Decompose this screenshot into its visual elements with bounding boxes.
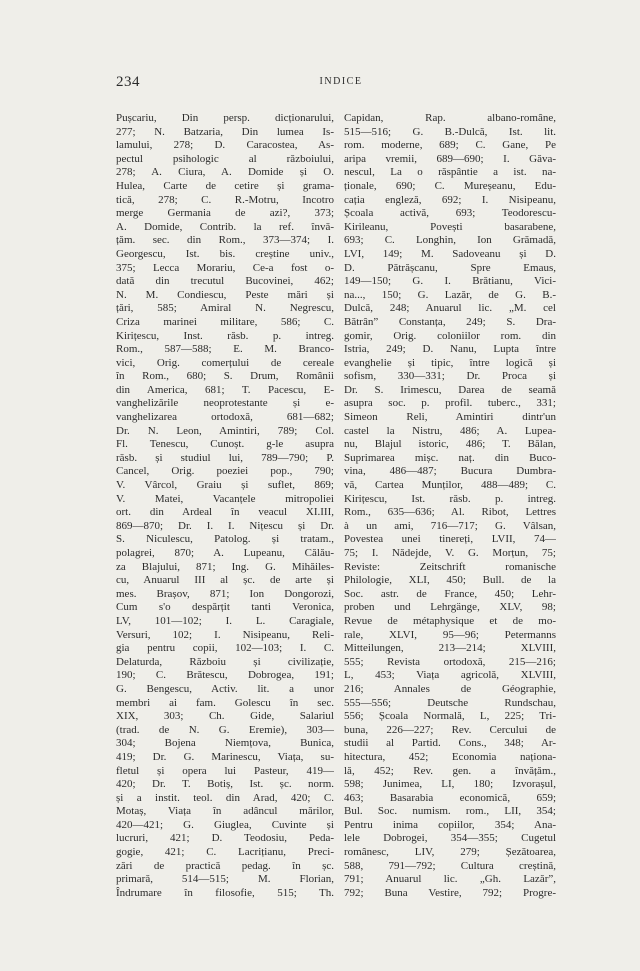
index-line: V. Matei, Vacanțele mitropoliei (116, 492, 334, 505)
index-line: za Blajului, 871; Ing. G. Mihăiles- (116, 560, 334, 573)
index-line: vici, Orig. comerțului de cereale (116, 356, 334, 369)
index-line: Motaș, Viața în adâncul mărilor, (116, 805, 334, 818)
index-line: cu, Anuarul III al șc. de arte și (116, 574, 334, 587)
index-line: țări, 585; Amiral N. Negrescu, (116, 302, 334, 315)
index-line: Dr. S. Irimescu, Darea de seamă (344, 383, 556, 396)
index-line: vă, Cartea Munților, 488—489; C. (344, 479, 556, 492)
index-line: și a instit. teol. din Arad, 420; C. (116, 791, 334, 804)
index-line: Reviste: Zeitschrift romanische (344, 560, 556, 573)
index-line: fletul și opera lui Pasteur, 419— (116, 764, 334, 777)
index-line: L, 453; Viața agricolă, XLVIII, (344, 669, 556, 682)
index-line: na..., 150; G. Lazăr, de G. B.- (344, 288, 556, 301)
index-line: (trad. de N. G. Eremie), 303— (116, 723, 334, 736)
index-line: dată din trecutul Bucovinei, 462; (116, 275, 334, 288)
index-line: LVI, 149; M. Sadoveanu și D. (344, 247, 556, 260)
index-line: gia pentru copii, 102—103; I. C. (116, 642, 334, 655)
index-line: Kirițescu, Ist. răsb. p. intreg. (344, 492, 556, 505)
index-line: S. Niculescu, Patolog. și tratam., (116, 533, 334, 546)
index-line: 278; A. Ciura, A. Domide și O. (116, 166, 334, 179)
index-line: Delaturda, Războiu și civilizație, (116, 655, 334, 668)
running-title: INDICE (319, 76, 363, 87)
index-line: tică, 278; C. R.-Motru, Incotro (116, 193, 334, 206)
index-line: Povestea unei tinereți, LVII, 74— (344, 533, 556, 546)
index-line: Mitteilungen, 213—214; XLVIII, (344, 642, 556, 655)
index-line: Kirileanu, Povești basarabene, (344, 220, 556, 233)
index-line: 304; Bojena Niemțova, Bunica, (116, 737, 334, 750)
index-line: 216; Annales de Géographie, (344, 682, 556, 695)
index-line: Dulcă, 248; Anuarul lic. „M. cel (344, 302, 556, 315)
index-line: 869—870; Dr. I. I. Nițescu și Dr. (116, 519, 334, 532)
index-line: 556; Școala Normală, L, 225; Tri- (344, 710, 556, 723)
index-line: Rom., 587—588; E. M. Branco- (116, 343, 334, 356)
index-line: gogie, 421; C. Lacrițianu, Preci- (116, 846, 334, 859)
index-line: românesc, LIV, 279; Șezătoarea, (344, 846, 556, 859)
index-line: A. Domide, Contrib. la ref. învă- (116, 220, 334, 233)
index-line: Hulea, Carte de cetire și grama- (116, 179, 334, 192)
index-line: primară, 514—515; M. Florian, (116, 873, 334, 886)
index-line: Bătrân” Constanța, 249; S. Dra- (344, 315, 556, 328)
index-line: lele Dobrogei, 354—355; Cugetul (344, 832, 556, 845)
index-line: Criza marinei militare, 586; C. (116, 315, 334, 328)
index-line: ort. din Ardeal în veacul XI.III, (116, 506, 334, 519)
index-line: Fl. Tenescu, Cunoșt. g-le asupra (116, 438, 334, 451)
index-line: castel la Nistru, 486; A. Lupea- (344, 424, 556, 437)
index-line: Suprimarea mișc. naț. din Buco- (344, 451, 556, 464)
index-line: zări de practică pedag. în șc. (116, 859, 334, 872)
index-line: D. Pătrășcanu, Spre Emaus, (344, 261, 556, 274)
index-line: N. M. Condiescu, Peste mări și (116, 288, 334, 301)
index-line: 463; Basarabia economică, 659; (344, 791, 556, 804)
index-line: Capidan, Rap. albano-române, (344, 112, 556, 124)
index-line: 792; Buna Vestire, 792; Progre- (344, 886, 556, 899)
index-line: 149—150; G. I. Brătianu, Vici- (344, 275, 556, 288)
index-line: în Rom., 680; S. Drum, Românii (116, 370, 334, 383)
index-line: răsb. și studiul lui, 789—790; P. (116, 451, 334, 464)
index-line: hitectura, 452; Economia naționa- (344, 750, 556, 763)
index-line: Revue de métaphysique et de mo- (344, 614, 556, 627)
index-line: 420; Dr. T. Botiș, Ist. șc. norm. (116, 778, 334, 791)
index-line: studii al Partid. Cons., 348; Ar- (344, 737, 556, 750)
index-line: 75; I. Nădejde, V. G. Morțun, 75; (344, 547, 556, 559)
index-column-right (344, 112, 556, 900)
index-line: nescul, La o răspântie a ist. na- (344, 166, 556, 179)
index-line: polagrei, 870; A. Lupeanu, Călău- (116, 547, 334, 559)
index-line: Istria, 249; D. Nanu, Lupta între (344, 343, 556, 356)
index-line: Școala activă, 693; Teodorescu- (344, 207, 556, 220)
page-header (116, 74, 566, 94)
index-line: vanghelizările neoprotestante și e- (116, 397, 334, 410)
index-line: vanghelizarea ortodoxă, 681—682; (116, 411, 334, 424)
index-line: Pușcariu, Din persp. dicționarului, (116, 112, 334, 124)
index-line: asupra soc. p. profil. tuberc., 331; (344, 397, 556, 410)
index-line: XIX, 303; Ch. Gide, Salariul (116, 710, 334, 723)
index-line: Georgescu, Ist. bis. creștine univ., (116, 247, 334, 260)
index-line: 375; Lecca Morariu, Ce-a fost o- (116, 261, 334, 274)
index-line: Pentru inima copiilor, 354; Ana- (344, 818, 556, 831)
index-column-left (116, 112, 334, 900)
index-line: Cancel, Orig. poeziei pop., 790; (116, 465, 334, 478)
index-line: Rom., 635—636; Al. Ribot, Lettres (344, 506, 556, 519)
index-line: Bul. Soc. numism. rom., LII, 354; (344, 805, 556, 818)
index-line: din America, 681; T. Pacescu, E- (116, 383, 334, 396)
index-line: rale, XLVI, 95—96; Petermanns (344, 628, 556, 641)
index-line: 555—556; Deutsche Rundschau, (344, 696, 556, 709)
index-line: gomir, Orig. coloniilor rom. din (344, 329, 556, 342)
page-number: 234 (116, 74, 140, 90)
index-line: lamului, 278; D. Caracostea, As- (116, 139, 334, 152)
index-line: V. Vârcol, Graiu și suflet, 869; (116, 479, 334, 492)
index-line: 598; Junimea, LI, 180; Izvorașul, (344, 778, 556, 791)
index-line: 791; Anuarul lic. „Gh. Lazăr”, (344, 873, 556, 886)
index-line: 693; C. Longhin, Ion Grămadă, (344, 234, 556, 247)
index-line: Dr. N. Leon, Amintiri, 789; Col. (116, 424, 334, 437)
index-line: aripa vremii, 689—690; I. Găva- (344, 152, 556, 165)
index-line: membri ai fam. Golescu în sec. (116, 696, 334, 709)
index-line: ționale, 690; C. Mureșeanu, Edu- (344, 179, 556, 192)
index-line: Simeon Reli, Amintiri dintr'un (344, 411, 556, 424)
index-line: nu, Blajul istoric, 486; T. Bălan, (344, 438, 556, 451)
index-line: Îndrumare în filosofie, 515; Th. (116, 886, 334, 899)
index-line: rom. moderne, 689; C. Gane, Pe (344, 139, 556, 152)
index-line: vina, 486—487; Bucura Dumbra- (344, 465, 556, 478)
index-line: G. Bengescu, Activ. lit. a unor (116, 682, 334, 695)
index-line: 420—421; G. Giuglea, Cuvinte și (116, 818, 334, 831)
index-line: 515—516; G. B.-Dulcă, Ist. lit. (344, 125, 556, 138)
index-line: mes. Brașov, 871; Ion Dongorozi, (116, 587, 334, 600)
index-line: cația engleză, 692; I. Nisipeanu, (344, 193, 556, 206)
index-line: 190; C. Brătescu, Dobrogea, 191; (116, 669, 334, 682)
index-line: Soc. astr. de France, 450; Lehr- (344, 587, 556, 600)
index-line: buna, 226—227; Rev. Cercului de (344, 723, 556, 736)
index-line: 419; Dr. G. Marinescu, Viața, su- (116, 750, 334, 763)
index-line: lucruri, 421; D. Teodosiu, Peda- (116, 832, 334, 845)
index-line: à un ami, 716—717; G. Vâlsan, (344, 519, 556, 532)
index-line: proben und Lehrgänge, XLV, 98; (344, 601, 556, 614)
index-line: merge Germania de azi?, 373; (116, 207, 334, 220)
index-line: LV, 101—102; I. L. Caragiale, (116, 614, 334, 627)
index-line: Versuri, 102; I. Nisipeanu, Reli- (116, 628, 334, 641)
index-line: sofism, 330—331; Dr. Proca și (344, 370, 556, 383)
index-line: evanghelie și tipic, între logică și (344, 356, 556, 369)
index-line: țăm. sec. din Rom., 373—374; I. (116, 234, 334, 247)
index-line: Philologie, XLI, 450; Bull. de la (344, 574, 556, 587)
index-line: 588, 791—792; Cultura creștină, (344, 859, 556, 872)
index-line: Kirițescu, Inst. răsb. p. intreg. (116, 329, 334, 342)
index-line: 277; N. Batzaria, Din lumea Is- (116, 125, 334, 138)
index-line: Cum s'o despărțit tanti Veronica, (116, 601, 334, 614)
index-line: lă, 452; Rev. gen. a învățăm., (344, 764, 556, 777)
index-line: pectul psihologic al războiului, (116, 152, 334, 165)
index-line: 555; Revista ortodoxă, 215—216; (344, 655, 556, 668)
